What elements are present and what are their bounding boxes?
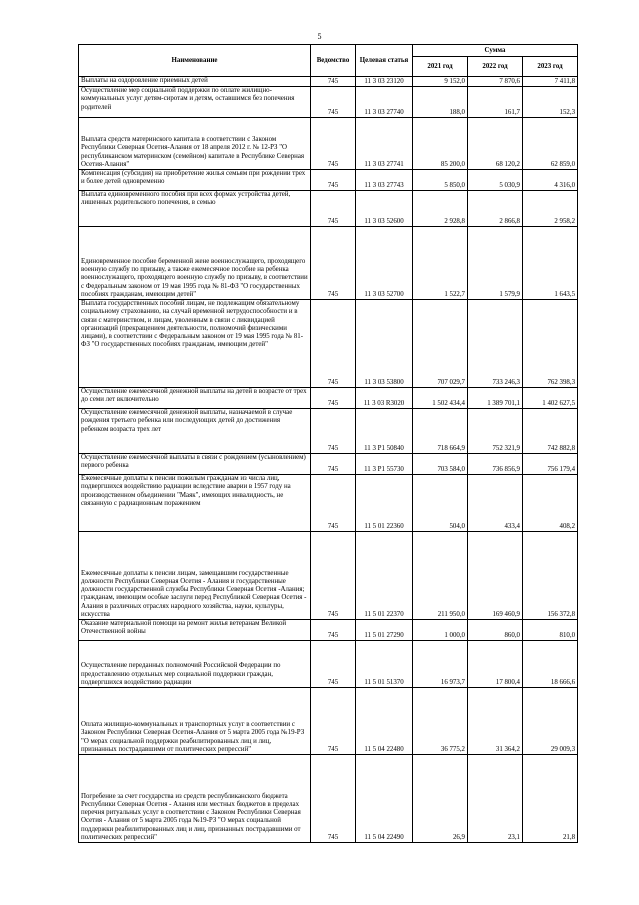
table-row [79, 454, 578, 475]
table-header [79, 45, 578, 77]
row-code: 11 3 P1 55730 [356, 454, 413, 475]
row-name: Оплата жилищно-коммунальных и транспортных услуг в соответствии с Законом Республики Северная Осетия-Алания от 5 марта 2005 года №19-РЗ "О мерах социальной поддержки реабилитированных лиц и лиц, признанных пострадавшими от политических репрессий" [79, 688, 311, 755]
row-value-2022: 2 866,8 [468, 191, 523, 227]
table-row [79, 641, 578, 688]
row-department: 745 [311, 170, 356, 191]
row-code: 11 5 01 22370 [356, 532, 413, 620]
row-code: 11 3 P1 50840 [356, 409, 413, 454]
row-value-2022: 752 321,9 [468, 409, 523, 454]
row-code: 11 3 03 23120 [356, 77, 413, 87]
row-value-2021: 211 950,0 [413, 532, 468, 620]
row-value-2023: 810,0 [523, 620, 578, 641]
row-department: 745 [311, 475, 356, 532]
row-code: 11 3 03 27740 [356, 87, 413, 118]
row-department: 745 [311, 77, 356, 87]
table-row [79, 475, 578, 532]
row-value-2022: 161,7 [468, 87, 523, 118]
row-value-2023: 152,3 [523, 87, 578, 118]
table-row [79, 77, 578, 87]
row-code: 11 5 01 51370 [356, 641, 413, 688]
table-row [79, 118, 578, 170]
row-code: 11 3 03 53800 [356, 300, 413, 388]
row-value-2022: 169 460,9 [468, 532, 523, 620]
row-value-2022: 31 364,2 [468, 688, 523, 755]
row-value-2022: 1 579,9 [468, 227, 523, 300]
row-department: 745 [311, 755, 356, 843]
table-row [79, 688, 578, 755]
row-value-2022: 733 246,3 [468, 300, 523, 388]
row-name: Погребение за счет государства из средств республиканского бюджета Республики Северная Осетия - Алания или местных бюджетов в пределах перечня ритуальных услуг в соответствии с Законом Республики Северная Осетия - Алания от 5 марта 2005 года №19-РЗ "О мерах социальной поддержки реабилитированных лиц и лиц, признанных пострадавшими от политических репрессий" [79, 755, 311, 843]
row-value-2022: 736 856,9 [468, 454, 523, 475]
header-year-2022: 2022 год [468, 57, 523, 77]
row-name: Выплата средств материнского капитала в соответствии с Законом Республики Северная Осетия-Алания от 18 апреля 2012 г. № 12-РЗ "О республиканском материнском (семейном) капитале в Республике Северная Осетия-Алания" [79, 118, 311, 170]
row-code: 11 5 04 22480 [356, 688, 413, 755]
header-department: Ведомство [311, 45, 356, 77]
budget-table [78, 44, 578, 843]
row-value-2021: 85 200,0 [413, 118, 468, 170]
row-value-2022: 1 389 701,1 [468, 388, 523, 409]
table-row [79, 191, 578, 227]
header-target-article: Целевая статья [356, 45, 413, 77]
row-department: 745 [311, 409, 356, 454]
row-value-2023: 408,2 [523, 475, 578, 532]
table-row [79, 620, 578, 641]
row-department: 745 [311, 388, 356, 409]
row-value-2021: 188,0 [413, 87, 468, 118]
row-name: Оказание материальной помощи на ремонт жилья ветеранам Великой Отечественной войны [79, 620, 311, 641]
header-year-2021: 2021 год [413, 57, 468, 77]
row-code: 11 3 03 27743 [356, 170, 413, 191]
row-department: 745 [311, 620, 356, 641]
row-name: Осуществление переданных полномочий Российской Федерации по предоставлению отдельных мер социальной поддержки граждан, подвергшихся воздействию радиации [79, 641, 311, 688]
row-value-2022: 23,1 [468, 755, 523, 843]
row-name: Компенсация (субсидия) на приобретение жилья семьям при рождении трех и более детей одновременно [79, 170, 311, 191]
page-number: 5 [317, 32, 322, 41]
row-value-2023: 4 316,0 [523, 170, 578, 191]
table-row [79, 87, 578, 118]
row-name: Ежемесячные доплаты к пенсии пожилым гражданам из числа лиц, подвергшихся воздействию радиации вследствие аварии в 1957 году на производственном объединении "Маяк", имеющих инвалидность, не связанную с радиационным поражением [79, 475, 311, 532]
row-name: Осуществление ежемесячной денежной выплаты, назначаемой в случае рождения третьего ребенка или последующих детей до достижения ребенком возраста трех лет [79, 409, 311, 454]
row-code: 11 3 03 27741 [356, 118, 413, 170]
table-row [79, 755, 578, 843]
header-name: Наименование [79, 45, 311, 77]
row-value-2021: 1 522,7 [413, 227, 468, 300]
row-value-2022: 17 800,4 [468, 641, 523, 688]
row-code: 11 3 03 R3020 [356, 388, 413, 409]
table-row [79, 532, 578, 620]
row-name: Выплата государственных пособий лицам, не подлежащим обязательному социальному страхованию, на случай временной нетрудоспособности и в связи с материнством, и лицам, уволенным в связи с ликвидацией организаций (прекращением деятельности, полномочий физическими лицами), в соответствии с Федеральным законом от 19 мая 1995 года № 81-ФЗ "О государственных пособиях гражданам, имеющим детей" [79, 300, 311, 388]
row-value-2022: 5 030,9 [468, 170, 523, 191]
table-row [79, 388, 578, 409]
row-value-2021: 9 152,0 [413, 77, 468, 87]
row-value-2022: 860,0 [468, 620, 523, 641]
row-value-2023: 1 643,5 [523, 227, 578, 300]
row-value-2021: 36 775,2 [413, 688, 468, 755]
row-value-2023: 21,8 [523, 755, 578, 843]
table-row [79, 300, 578, 388]
row-value-2022: 68 120,2 [468, 118, 523, 170]
table-row [79, 170, 578, 191]
row-name: Ежемесячные доплаты к пенсии лицам, замещавшим государственные должности Республики Северная Осетия - Алания и государственные должности государственной службы Республики Северная Осетия -Алания; гражданам, имеющим особые заслуги перед Республикой Северная Осетия - Алания в различных отраслях народного хозяйства, науки, культуры, искусства [79, 532, 311, 620]
row-value-2021: 16 973,7 [413, 641, 468, 688]
row-name: Осуществление мер социальной поддержки по оплате жилищно-коммунальных услуг детям-сиротам и детям, оставшимся без попечения родителей [79, 87, 311, 118]
row-code: 11 5 01 22360 [356, 475, 413, 532]
row-value-2021: 703 584,0 [413, 454, 468, 475]
row-value-2021: 504,0 [413, 475, 468, 532]
row-value-2023: 2 958,2 [523, 191, 578, 227]
row-name: Единовременное пособие беременной жене военнослужащего, проходящего военную службу по призыву, а также ежемесячное пособие на ребенка военнослужащего, проходящего военную службу по призыву, в соответствии с Федеральным законом от 19 мая 1995 года № 81-ФЗ "О государственных пособиях гражданам, имеющим детей" [79, 227, 311, 300]
row-value-2023: 756 179,4 [523, 454, 578, 475]
row-name: Выплаты на оздоровление приемных детей [79, 77, 311, 87]
row-value-2023: 18 666,6 [523, 641, 578, 688]
row-value-2023: 742 882,8 [523, 409, 578, 454]
row-code: 11 5 04 22490 [356, 755, 413, 843]
row-department: 745 [311, 118, 356, 170]
header-year-2023: 2023 год [523, 57, 578, 77]
row-value-2023: 762 398,3 [523, 300, 578, 388]
row-value-2022: 7 870,6 [468, 77, 523, 87]
row-name: Осуществление ежемесячной денежной выплаты на детей в возрасте от трех до семи лет включительно [79, 388, 311, 409]
row-name: Выплата единовременного пособия при всех формах устройства детей, лишенных родительского попечения, в семью [79, 191, 311, 227]
row-value-2023: 29 009,3 [523, 688, 578, 755]
row-value-2021: 707 029,7 [413, 300, 468, 388]
row-code: 11 3 03 52700 [356, 227, 413, 300]
row-value-2021: 718 664,9 [413, 409, 468, 454]
row-department: 745 [311, 300, 356, 388]
row-department: 745 [311, 688, 356, 755]
row-code: 11 5 01 27290 [356, 620, 413, 641]
table-row [79, 409, 578, 454]
row-value-2022: 433,4 [468, 475, 523, 532]
row-value-2021: 5 850,0 [413, 170, 468, 191]
row-value-2021: 1 502 434,4 [413, 388, 468, 409]
row-value-2023: 156 372,8 [523, 532, 578, 620]
row-department: 745 [311, 454, 356, 475]
row-department: 745 [311, 532, 356, 620]
header-sum: Сумма [413, 45, 578, 57]
row-value-2021: 2 928,8 [413, 191, 468, 227]
row-department: 745 [311, 191, 356, 227]
row-value-2021: 1 000,0 [413, 620, 468, 641]
row-name: Осуществление ежемесячной выплаты в связи с рождением (усыновлением) первого ребенка [79, 454, 311, 475]
row-department: 745 [311, 87, 356, 118]
row-value-2023: 62 859,0 [523, 118, 578, 170]
row-value-2021: 26,9 [413, 755, 468, 843]
table-row [79, 227, 578, 300]
row-code: 11 3 03 52600 [356, 191, 413, 227]
row-value-2023: 7 411,8 [523, 77, 578, 87]
row-department: 745 [311, 641, 356, 688]
row-value-2023: 1 402 627,5 [523, 388, 578, 409]
row-department: 745 [311, 227, 356, 300]
